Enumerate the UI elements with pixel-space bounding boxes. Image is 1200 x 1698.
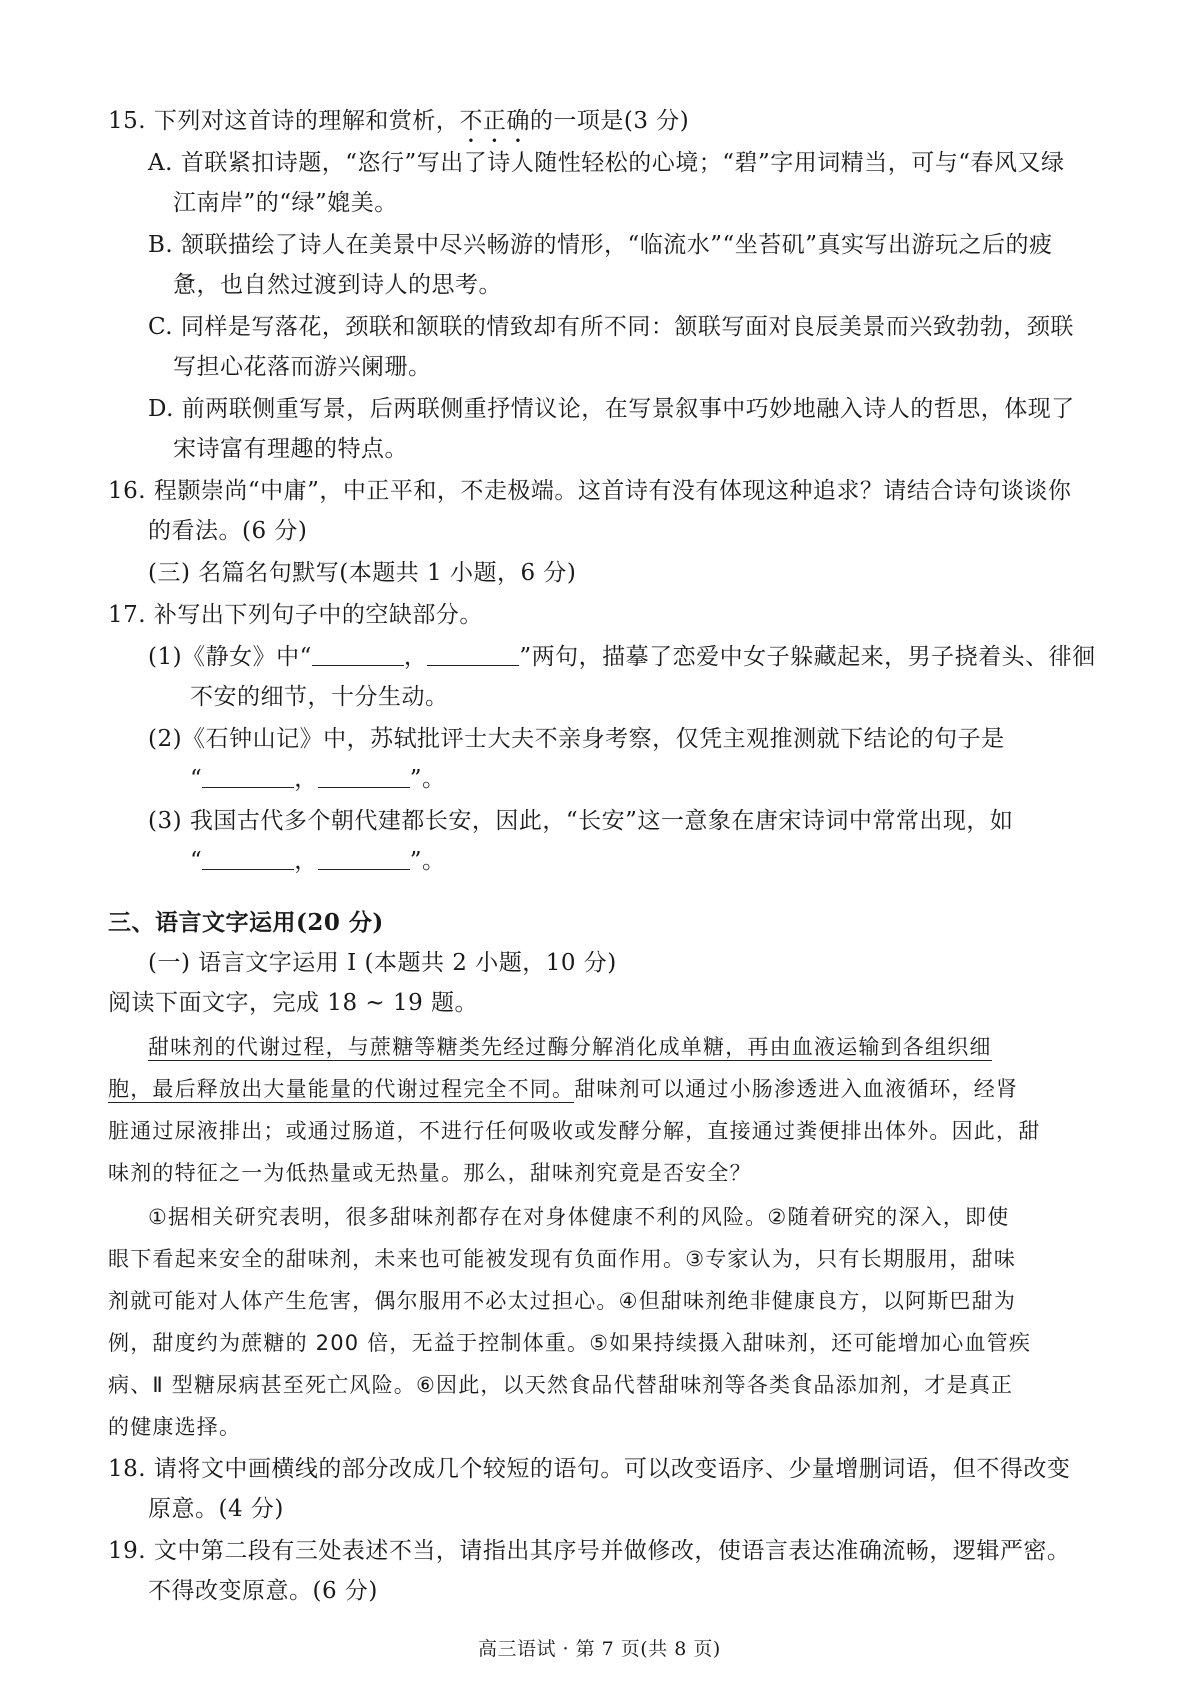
- q15-emphasis: 不正确: [459, 108, 530, 134]
- answer-blank[interactable]: [318, 767, 410, 788]
- passage-p1-line3: 脏通过尿液排出；或通过肠道，不进行任何吸收或发酵分解，直接通过粪便排出体外。因此，甜: [108, 1119, 1041, 1143]
- q19-line2: 不得改变原意。(6 分): [148, 1578, 378, 1604]
- passage-p2-line5: 病、Ⅱ 型糖尿病甚至死亡风险。⑥因此，以天然食品代替甜味剂等各类食品添加剂，才是真正: [108, 1373, 1014, 1397]
- answer-blank[interactable]: [318, 849, 410, 870]
- part3-instruction: 阅读下面文字，完成 18 ~ 19 题。: [108, 990, 479, 1016]
- passage-p1-line4: 味剂的特征之一为低热量或无热量。那么，甜味剂究竟是否安全？: [108, 1161, 752, 1185]
- passage-p2-line4: 例，甜度约为蔗糖的 200 倍，无益于控制体重。⑤如果持续摄入甜味剂，还可能增加心血管疾: [108, 1331, 1032, 1355]
- q17-part2-line1: (2)《石钟山记》中，苏轼批评士大夫不亲身考察，仅凭主观推测就下结论的句子是: [148, 726, 1005, 752]
- part3-subsection: (一) 语言文字运用 Ⅰ (本题共 2 小题，10 分): [148, 950, 617, 976]
- underlined-text: 甜味剂的代谢过程，与蔗糖等糖类先经过酶分解消化成单糖，再由血液运输到各组织细: [148, 1035, 992, 1059]
- answer-blank[interactable]: [312, 645, 404, 666]
- q17-part3-line1: (3) 我国古代多个朝代建都长安，因此，“长安”这一意象在唐宋诗词中常常出现，如: [148, 808, 1014, 834]
- page-footer: 高三语试 · 第 7 页(共 8 页): [478, 1638, 721, 1660]
- passage-p1-line1: [148, 1030, 992, 1064]
- q17-stem: 17. 补写出下列句子中的空缺部分。: [108, 602, 483, 628]
- part3-title: 三、语言文字运用(20 分): [108, 909, 384, 936]
- q17-part1-line1: (1)《静女》中“ ， ”两句，描摹了恋爱中女子躲藏起来，男子挠着头、徘徊: [148, 644, 1096, 670]
- q16-line2: 的看法。(6 分): [148, 518, 308, 544]
- q17-part1-line2: 不安的细节，十分生动。: [190, 684, 449, 710]
- q15-option-c-line2: 写担心花落而游兴阑珊。: [173, 354, 432, 380]
- q15-option-a-line1: A. 首联紧扣诗题，“恣行”写出了诗人随性轻松的心境；“碧”字用词精当，可与“春风又绿: [148, 150, 1065, 176]
- q15-option-d-line1: D. 前两联侧重写景，后两联侧重抒情议论，在写景叙事中巧妙地融入诗人的哲思，体现了: [148, 396, 1075, 422]
- passage-p1-line2: 胞，最后释放出大量能量的代谢过程完全不同。甜味剂可以通过小肠渗透进入血液循环，经肾: [108, 1077, 1019, 1101]
- q18-line2: 原意。(4 分): [148, 1496, 284, 1522]
- passage-p2-line6: 的健康选择。: [108, 1415, 242, 1439]
- q15-option-b-line2: 惫，也自然过渡到诗人的思考。: [173, 272, 502, 298]
- section-famous-lines: (三) 名篇名句默写(本题共 1 小题，6 分): [148, 560, 577, 586]
- answer-blank[interactable]: [202, 849, 294, 870]
- q15-option-d-line2: 宋诗富有理趣的特点。: [173, 436, 408, 462]
- q17-part3-line2: “ ， ”。: [190, 848, 446, 874]
- q15-option-c-line1: C. 同样是写落花，颈联和颔联的情致却有所不同：颔联写面对良辰美景而兴致勃勃，颈联: [148, 314, 1074, 340]
- q16-line1: 16. 程颢崇尚“中庸”，中正平和，不走极端。这首诗有没有体现这种追求？请结合诗句谈谈你: [108, 478, 1072, 504]
- q17-part2-line2: “ ， ”。: [190, 766, 446, 792]
- underlined-text: 胞，最后释放出大量能量的代谢过程完全不同。: [108, 1077, 575, 1101]
- q18-line1: 18. 请将文中画横线的部分改成几个较短的语句。可以改变语序、少量增删词语，但不得改变: [108, 1456, 1071, 1482]
- q15-option-a-line2: 江南岸”的“绿”媲美。: [173, 190, 398, 216]
- q15-option-b-line1: B. 颔联描绘了诗人在美景中尽兴畅游的情形，“临流水”“坐苔矶”真实写出游玩之后的疲: [148, 232, 1053, 258]
- answer-blank[interactable]: [427, 645, 519, 666]
- answer-blank[interactable]: [202, 767, 294, 788]
- passage-p2-line3: 剂就可能对人体产生危害，偶尔服用不必太过担心。④但甜味剂绝非健康良方，以阿斯巴甜为: [108, 1289, 1017, 1313]
- q15-stem: 15. 下列对这首诗的理解和赏析，不正确的一项是(3 分): [108, 108, 690, 134]
- passage-p2-line1: ①据相关研究表明，很多甜味剂都存在对身体健康不利的风险。②随着研究的深入，即使: [148, 1205, 1010, 1229]
- passage-p2-line2: 眼下看起来安全的甜味剂，未来也可能被发现有负面作用。③专家认为，只有长期服用，甜味: [108, 1247, 1017, 1271]
- q19-line1: 19. 文中第二段有三处表述不当，请指出其序号并做修改，使语言表达准确流畅，逻辑严密。: [108, 1538, 1071, 1564]
